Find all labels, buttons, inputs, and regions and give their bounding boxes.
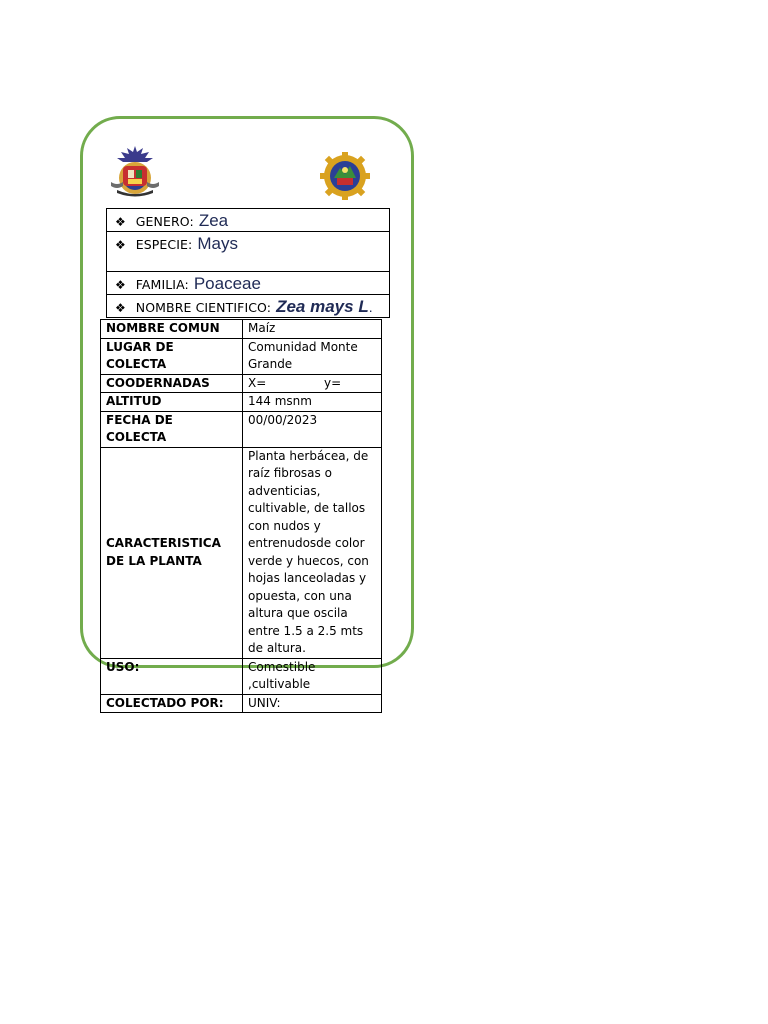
nombre-cientifico-label: NOMBRE CIENTIFICO: [135, 300, 272, 315]
row-key: COLECTADO POR: [101, 694, 243, 713]
row-key: ALTITUD [101, 393, 243, 412]
bullet-icon: ❖ [115, 278, 126, 292]
nombre-cientifico-value: Zea mays L [276, 297, 369, 316]
table-row [101, 447, 382, 658]
row-value: Comestible ,cultivable [243, 658, 382, 694]
table-row [101, 374, 382, 393]
coord-x-label: X= [248, 375, 267, 390]
table-row [101, 393, 382, 412]
faculty-gear-emblem-icon [320, 152, 370, 200]
bullet-icon: ❖ [115, 238, 126, 252]
genero-row [107, 209, 389, 232]
row-value: Comunidad Monte Grande [243, 338, 382, 374]
taxonomy-box [106, 208, 390, 318]
row-key: COODERNADAS [101, 374, 243, 393]
row-key: LUGAR DE COLECTA [101, 338, 243, 374]
nombre-cientifico-period: . [368, 299, 373, 315]
row-value: 00/00/2023 [243, 411, 382, 447]
row-value: 144 msnm [243, 393, 382, 412]
genero-value: Zea [198, 211, 229, 230]
familia-row [107, 272, 389, 295]
especie-label: ESPECIE: [135, 237, 193, 252]
row-value: Planta herbácea, de raíz fibrosas o adventicias, cultivable, de tallos con nudos y entrenudosde color verde y huecos, con hojas lanceoladas y opuesta, con una altura que oscila entre 1.5 a 2.5 mts de altura. [243, 447, 382, 658]
university-crest-icon [107, 142, 163, 198]
especie-value: Mays [197, 234, 238, 253]
especie-row [107, 232, 389, 272]
bullet-icon: ❖ [115, 301, 126, 315]
row-key: NOMBRE COMUN [101, 320, 243, 339]
table-row [101, 320, 382, 339]
nombre-cientifico-row [107, 295, 389, 317]
table-row [101, 658, 382, 694]
familia-value: Poaceae [193, 274, 261, 293]
row-key: FECHA DE COLECTA [101, 411, 243, 447]
bullet-icon: ❖ [115, 215, 126, 229]
row-value: UNIV: [243, 694, 382, 713]
familia-label: FAMILIA: [135, 277, 189, 292]
collection-data-table [100, 319, 382, 713]
genero-label: GENERO: [135, 214, 194, 229]
table-row [101, 694, 382, 713]
table-row [101, 338, 382, 374]
row-value: Maíz [243, 320, 382, 339]
row-key: USO: [101, 658, 243, 694]
row-key: CARACTERISTICA DE LA PLANTA [101, 447, 243, 658]
table-row [101, 411, 382, 447]
coord-y-label: y= [324, 375, 342, 390]
row-value-coordinates [243, 374, 382, 393]
